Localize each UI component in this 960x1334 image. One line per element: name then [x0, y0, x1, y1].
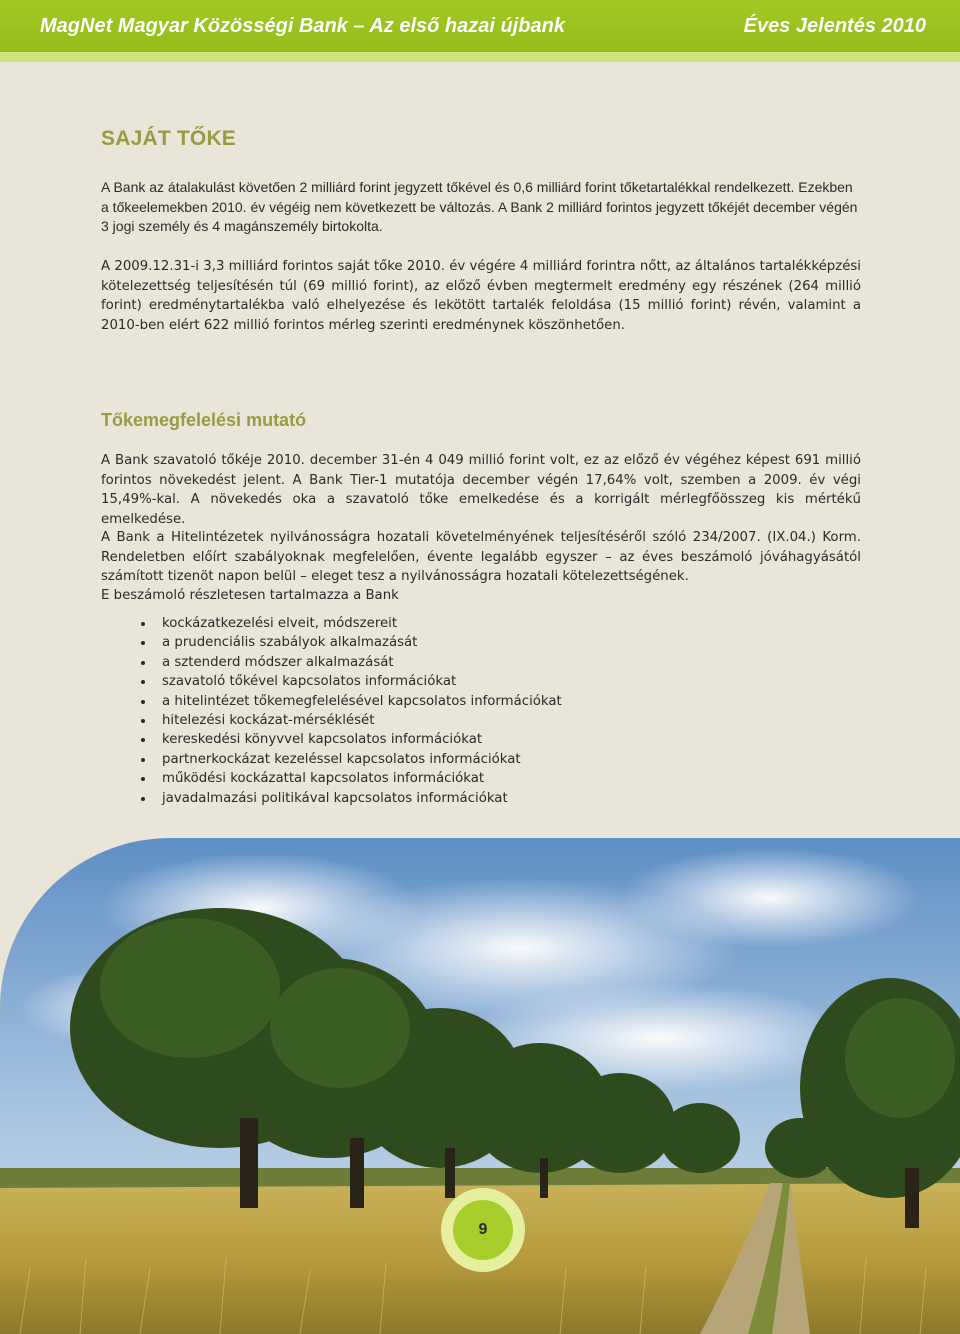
list-item: hitelezési kockázat-mérséklését: [141, 711, 562, 730]
header-right-title: Éves Jelentés 2010: [743, 14, 926, 37]
section-title: SAJÁT TŐKE: [101, 127, 237, 150]
disclosure-list: [141, 614, 562, 808]
page-number-badge: [441, 1188, 525, 1272]
subsection-title: Tőkemegfelelési mutató: [101, 410, 307, 430]
list-item: partnerkockázat kezeléssel kapcsolatos információkat: [141, 750, 562, 769]
header-band: [0, 52, 960, 62]
list-item: kereskedési könyvvel kapcsolatos információkat: [141, 730, 562, 749]
page-header: [0, 0, 960, 52]
list-item: kockázatkezelési elveit, módszereit: [141, 614, 562, 633]
section-paragraph-1: A Bank az átalakulást követően 2 milliárd forint jegyzett tőkével és 0,6 milliárd forint tőketartalékkal rendelkezett. Ezekben a tőkeelemekben 2010. év végéig nem következett be változás. A Bank 2 milliárd forintos jegyzett tőkéjét december végén 3 jogi személy és 4 magánszemély birtokolta.: [101, 179, 858, 234]
list-item: a prudenciális szabályok alkalmazását: [141, 633, 562, 652]
subsection-paragraph-1: A Bank szavatoló tőkéje 2010. december 31-én 4 049 millió forint volt, ez az előző év végéhez képest 691 millió forintos növekedést jelent. A Bank Tier-1 mutatója december végén 17,64% volt, szemben a 2009. év végi 15,49%-kal. A növekedés oka a szavatoló tőke emelkedése és a korrigált mérlegfőösszeg kis mértékű emelkedése.: [101, 453, 861, 527]
header-left-title: MagNet Magyar Közösségi Bank – Az első hazai újbank: [40, 14, 565, 37]
list-item: javadalmazási politikával kapcsolatos információkat: [141, 789, 562, 808]
list-item: szavatoló tőkével kapcsolatos információkat: [141, 672, 562, 691]
list-item: a sztenderd módszer alkalmazását: [141, 653, 562, 672]
page-number: 9: [453, 1200, 513, 1260]
section-paragraph-2: A 2009.12.31-i 3,3 milliárd forintos saját tőke 2010. év végére 4 milliárd forintra nőtt, az általános tartalékképzési kötelezettség teljesítésén túl (69 millió forint), az előző évben megtermelt eredmény egy részének (264 millió forint) eredménytartalékba való elhelyezése és lekötött tartalék feloldása (15 millió forint) révén, valamint a 2010-ben elért 622 millió forintos mérleg szerinti eredménynek köszönhetően.: [101, 259, 861, 333]
subsection-paragraph-2: A Bank a Hitelintézetek nyilvánosságra hozatali követelményének teljesítéséről szóló 234/2007. (IX.04.) Korm. Rendeletben előírt szabályoknak megfelelően, évente legalább egyszer – az éves beszámoló jóváhagyásától számított tizenöt napon belül – eleget tesz a nyilvánosságra hozatali kötelezettségének.: [101, 530, 861, 584]
subsection-paragraph-3: E beszámoló részletesen tartalmazza a Bank: [101, 588, 399, 603]
list-item: a hitelintézet tőkemegfelelésével kapcsolatos információkat: [141, 692, 562, 711]
list-item: működési kockázattal kapcsolatos információkat: [141, 769, 562, 788]
